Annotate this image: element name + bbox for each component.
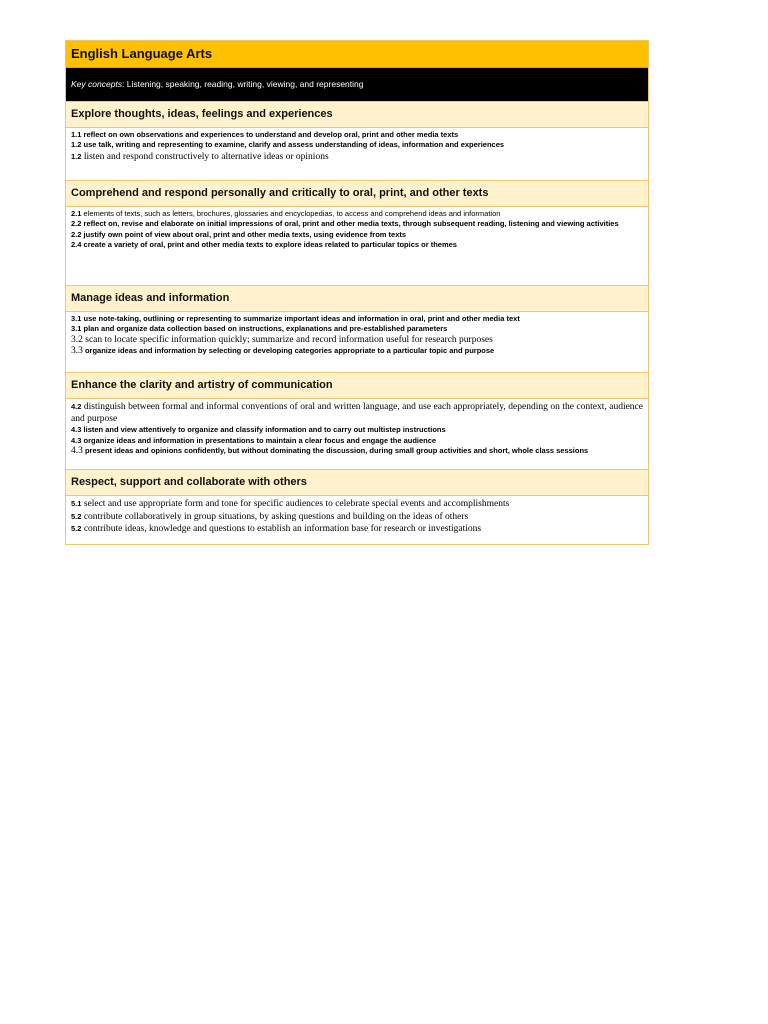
key-concepts-bar xyxy=(66,68,648,101)
outcome-line xyxy=(71,219,643,229)
section-body-enhance xyxy=(66,399,648,469)
outcome-number: 4.3 xyxy=(71,446,83,456)
outcome-number: 1.1 xyxy=(71,130,82,139)
section-body-manage xyxy=(66,312,648,372)
section-heading-respect: Respect, support and collaborate with others xyxy=(66,469,648,496)
outcome-number: 1.2 xyxy=(71,140,82,150)
key-concepts-text: : Listening, speaking, reading, writing, viewing, and representing xyxy=(122,79,364,89)
outcome-number: 4.2 xyxy=(71,402,82,411)
section-heading-explore: Explore thoughts, ideas, feelings and experiences xyxy=(66,101,648,128)
section-heading-enhance: Enhance the clarity and artistry of communication xyxy=(66,372,648,399)
outcome-number: 4.3 xyxy=(71,435,82,445)
section-body-comprehend xyxy=(66,207,648,285)
outcome-line xyxy=(71,498,643,511)
outcome-line xyxy=(71,523,643,536)
outcome-text: use talk, writing and representing to examine, clarify and assess understanding of ideas, information and experiences xyxy=(81,140,505,150)
outcome-line xyxy=(71,446,643,456)
outcome-number: 2.2 xyxy=(71,219,82,229)
outcome-line xyxy=(71,436,643,446)
outcome-line xyxy=(71,130,643,140)
key-concepts-label: Key concepts xyxy=(71,79,123,89)
outcome-text: justify own point of view about oral, print and other media texts, using evidence from texts xyxy=(81,229,407,239)
curriculum-table xyxy=(65,40,649,545)
outcome-text: select and use appropriate form and tone for specific audiences to celebrate special events and accomplishments xyxy=(81,499,510,509)
outcome-number: 2.1 xyxy=(71,209,82,218)
outcome-text: contribute collaboratively in group situations, by asking questions and building on the ideas of others xyxy=(81,511,469,522)
outcome-number: 5.2 xyxy=(71,524,82,534)
outcome-line xyxy=(71,209,643,219)
outcome-text: scan to locate specific information quickly; summarize and record information useful for research purposes xyxy=(82,334,493,345)
outcome-text: elements of texts, such as letters, brochures, glossaries and encyclopedias, to access and comprehend ideas and information xyxy=(81,209,501,218)
outcome-line xyxy=(71,324,643,334)
outcome-text: create a variety of oral, print and other media texts to explore ideas related to particular topics or themes xyxy=(81,240,457,250)
outcome-line xyxy=(71,230,643,240)
outcome-line xyxy=(71,335,643,347)
outcome-line xyxy=(71,346,643,356)
outcome-number: 3.1 xyxy=(71,324,82,334)
outcome-number: 3.2 xyxy=(71,334,83,345)
outcome-line xyxy=(71,425,643,435)
section-heading-manage: Manage ideas and information xyxy=(66,285,648,312)
outcome-text: organize ideas and information by selecting or developing categories appropriate to a particular topic and purpose xyxy=(82,346,495,356)
outcome-text: organize ideas and information in presentations to maintain a clear focus and engage the audience xyxy=(81,435,437,445)
document-title: English Language Arts xyxy=(66,41,648,68)
outcome-text: listen and respond constructively to alternative ideas or opinions xyxy=(81,151,329,162)
section-heading-comprehend: Comprehend and respond personally and critically to oral, print, and other texts xyxy=(66,180,648,207)
outcome-text: contribute ideas, knowledge and questions to establish an information base for research or investigations xyxy=(81,524,482,535)
outcome-line xyxy=(71,314,643,324)
outcome-number: 1.2 xyxy=(71,151,82,161)
outcome-number: 4.3 xyxy=(71,425,82,435)
outcome-text: reflect on own observations and experiences to understand and develop oral, print and other media texts xyxy=(81,130,459,139)
outcome-text: reflect on, revise and elaborate on initial impressions of oral, print and other media texts, through subsequent reading, listening and viewing activities xyxy=(81,219,619,229)
outcome-text: distinguish between formal and informal conventions of oral and written language, and use each appropriately, depending on the context, audience and purpose xyxy=(71,402,643,424)
outcome-number: 3.3 xyxy=(71,346,83,357)
section-body-respect xyxy=(66,496,648,544)
outcome-line xyxy=(71,401,643,425)
outcome-text: present ideas and opinions confidently, but without dominating the discussion, during small group activities and short, whole class sessions xyxy=(82,446,589,455)
outcome-text: use note-taking, outlining or representing to summarize important ideas and information in oral, print and other media text xyxy=(81,314,520,323)
outcome-number: 3.1 xyxy=(71,314,82,323)
outcome-number: 2.4 xyxy=(71,240,82,250)
outcome-number: 2.2 xyxy=(71,229,82,239)
outcome-text: plan and organize data collection based on instructions, explanations and pre-established parameters xyxy=(81,324,448,334)
section-body-explore xyxy=(66,128,648,180)
outcome-line xyxy=(71,140,643,150)
outcome-line xyxy=(71,151,643,164)
outcome-line xyxy=(71,240,643,250)
outcome-number: 5.2 xyxy=(71,511,82,521)
outcome-line xyxy=(71,511,643,524)
outcome-text: listen and view attentively to organize and classify information and to carry out multistep instructions xyxy=(81,425,446,435)
outcome-number: 5.1 xyxy=(71,499,82,508)
